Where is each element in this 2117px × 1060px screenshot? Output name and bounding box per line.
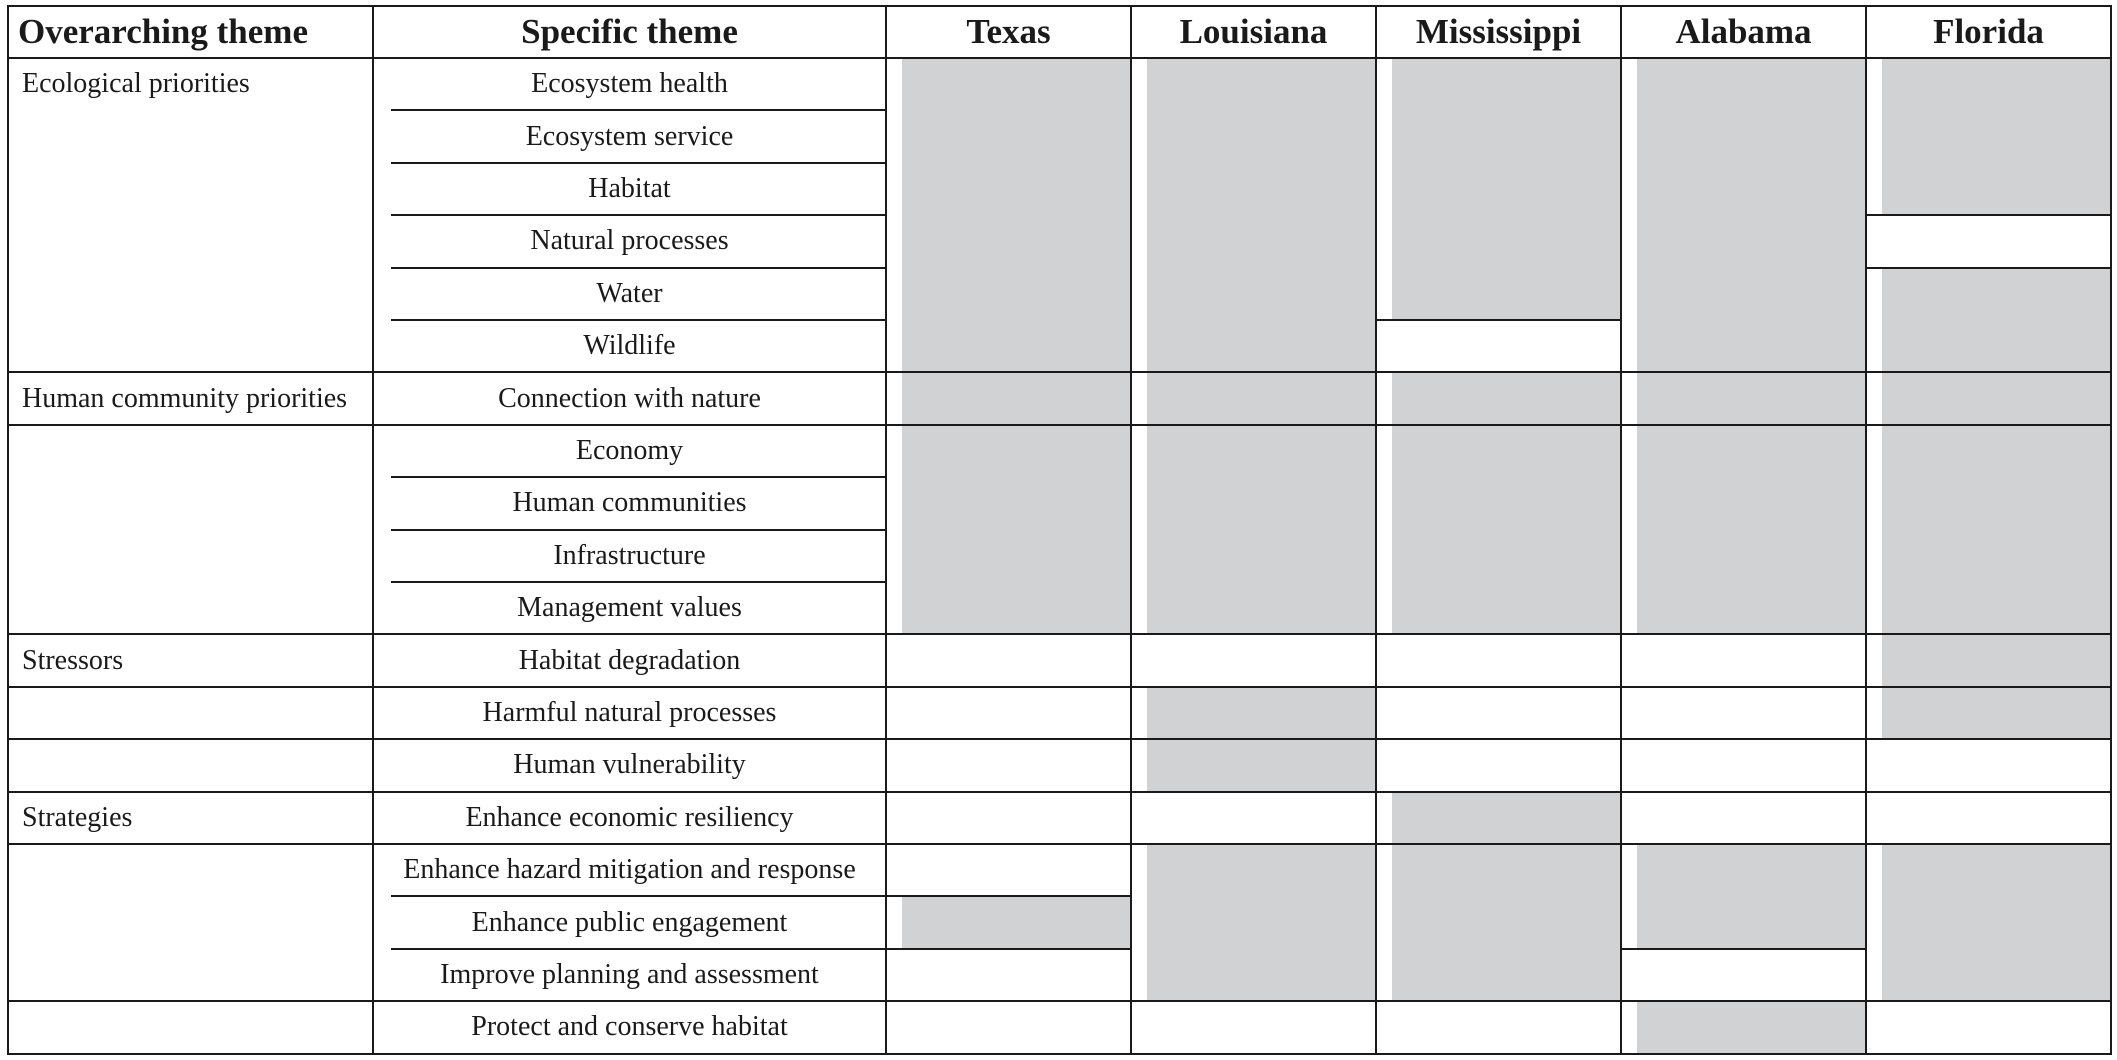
table-rule bbox=[8, 633, 2111, 635]
header-state-louisiana: Louisiana bbox=[1179, 12, 1328, 51]
presence-cell-mississippi bbox=[1392, 372, 1621, 634]
table-rule bbox=[8, 791, 2111, 793]
specific-theme-cell: Management values bbox=[517, 592, 742, 624]
presence-cell-alabama bbox=[1637, 844, 1866, 949]
specific-divider bbox=[391, 109, 886, 111]
column-rule bbox=[1130, 5, 1132, 1055]
state-divider bbox=[1866, 214, 2111, 216]
specific-divider bbox=[391, 895, 886, 897]
specific-theme-cell: Human communities bbox=[512, 487, 747, 519]
presence-cell-mississippi bbox=[1392, 792, 1621, 1002]
table-rule bbox=[8, 424, 2111, 426]
table-rule bbox=[8, 1000, 2111, 1002]
header-state-florida: Florida bbox=[1933, 12, 2044, 51]
specific-divider bbox=[391, 948, 886, 950]
table-rule bbox=[8, 738, 2111, 740]
header-state-alabama: Alabama bbox=[1675, 12, 1812, 51]
specific-theme-cell: Habitat bbox=[588, 172, 671, 204]
column-rule bbox=[372, 5, 374, 1055]
header-overarching-theme: Overarching theme bbox=[18, 12, 308, 51]
specific-divider bbox=[391, 267, 886, 269]
specific-theme-cell: Water bbox=[596, 277, 663, 309]
specific-theme-cell: Improve planning and assessment bbox=[440, 958, 819, 990]
presence-cell-texas bbox=[902, 58, 1131, 634]
table-rule bbox=[8, 1053, 2111, 1055]
specific-divider bbox=[391, 476, 886, 478]
header-state-texas: Texas bbox=[966, 12, 1051, 51]
table-rule bbox=[8, 371, 2111, 373]
table-rule bbox=[8, 57, 2111, 59]
specific-theme-cell: Enhance public engagement bbox=[471, 906, 788, 938]
column-rule bbox=[7, 5, 9, 1055]
state-divider bbox=[1621, 948, 1866, 950]
specific-divider bbox=[391, 162, 886, 164]
presence-cell-florida bbox=[1882, 268, 2111, 740]
specific-theme-cell: Harmful natural processes bbox=[482, 696, 777, 728]
state-divider bbox=[1376, 319, 1621, 321]
table-rule bbox=[8, 686, 2111, 688]
specific-theme-cell: Wildlife bbox=[583, 330, 676, 362]
header-state-mississippi: Mississippi bbox=[1415, 12, 1582, 51]
presence-cell-alabama bbox=[1637, 58, 1866, 634]
column-rule bbox=[1375, 5, 1377, 1055]
specific-theme-cell: Infrastructure bbox=[553, 539, 706, 571]
specific-theme-cell: Economy bbox=[575, 434, 684, 466]
state-divider bbox=[886, 895, 1131, 897]
column-rule bbox=[2110, 5, 2112, 1055]
table-rule bbox=[8, 843, 2111, 845]
specific-theme-cell: Enhance hazard mitigation and response bbox=[403, 854, 856, 886]
presence-cell-louisiana bbox=[1147, 844, 1376, 1001]
specific-theme-cell: Habitat degradation bbox=[518, 644, 741, 676]
specific-theme-cell: Ecosystem health bbox=[531, 68, 728, 100]
presence-cell-louisiana bbox=[1147, 58, 1376, 634]
presence-cell-florida bbox=[1882, 58, 2111, 215]
column-rule bbox=[1620, 5, 1622, 1055]
specific-theme-cell: Connection with nature bbox=[498, 382, 761, 414]
overarching-theme-cell: Strategies bbox=[22, 801, 133, 833]
overarching-theme-cell: Stressors bbox=[22, 644, 124, 676]
specific-divider bbox=[391, 214, 886, 216]
state-divider bbox=[886, 948, 1131, 950]
specific-theme-cell: Ecosystem service bbox=[525, 120, 734, 152]
specific-theme-cell: Natural processes bbox=[530, 225, 729, 257]
specific-theme-cell: Enhance economic resiliency bbox=[465, 801, 794, 833]
specific-theme-cell: Human vulnerability bbox=[513, 749, 746, 781]
header-specific-theme: Specific theme bbox=[521, 12, 738, 51]
state-divider bbox=[1866, 267, 2111, 269]
specific-divider bbox=[391, 581, 886, 583]
column-rule bbox=[885, 5, 887, 1055]
presence-cell-florida bbox=[1882, 844, 2111, 1001]
specific-divider bbox=[391, 529, 886, 531]
overarching-theme-cell: Ecological priorities bbox=[22, 68, 250, 100]
overarching-theme-cell: Human community priorities bbox=[22, 382, 348, 414]
column-rule bbox=[1865, 5, 1867, 1055]
specific-divider bbox=[391, 319, 886, 321]
table-rule-top bbox=[8, 5, 2111, 7]
presence-cell-alabama bbox=[1637, 1001, 1866, 1053]
presence-cell-texas bbox=[902, 896, 1131, 948]
specific-theme-cell: Protect and conserve habitat bbox=[471, 1011, 788, 1043]
presence-cell-mississippi bbox=[1392, 58, 1621, 320]
